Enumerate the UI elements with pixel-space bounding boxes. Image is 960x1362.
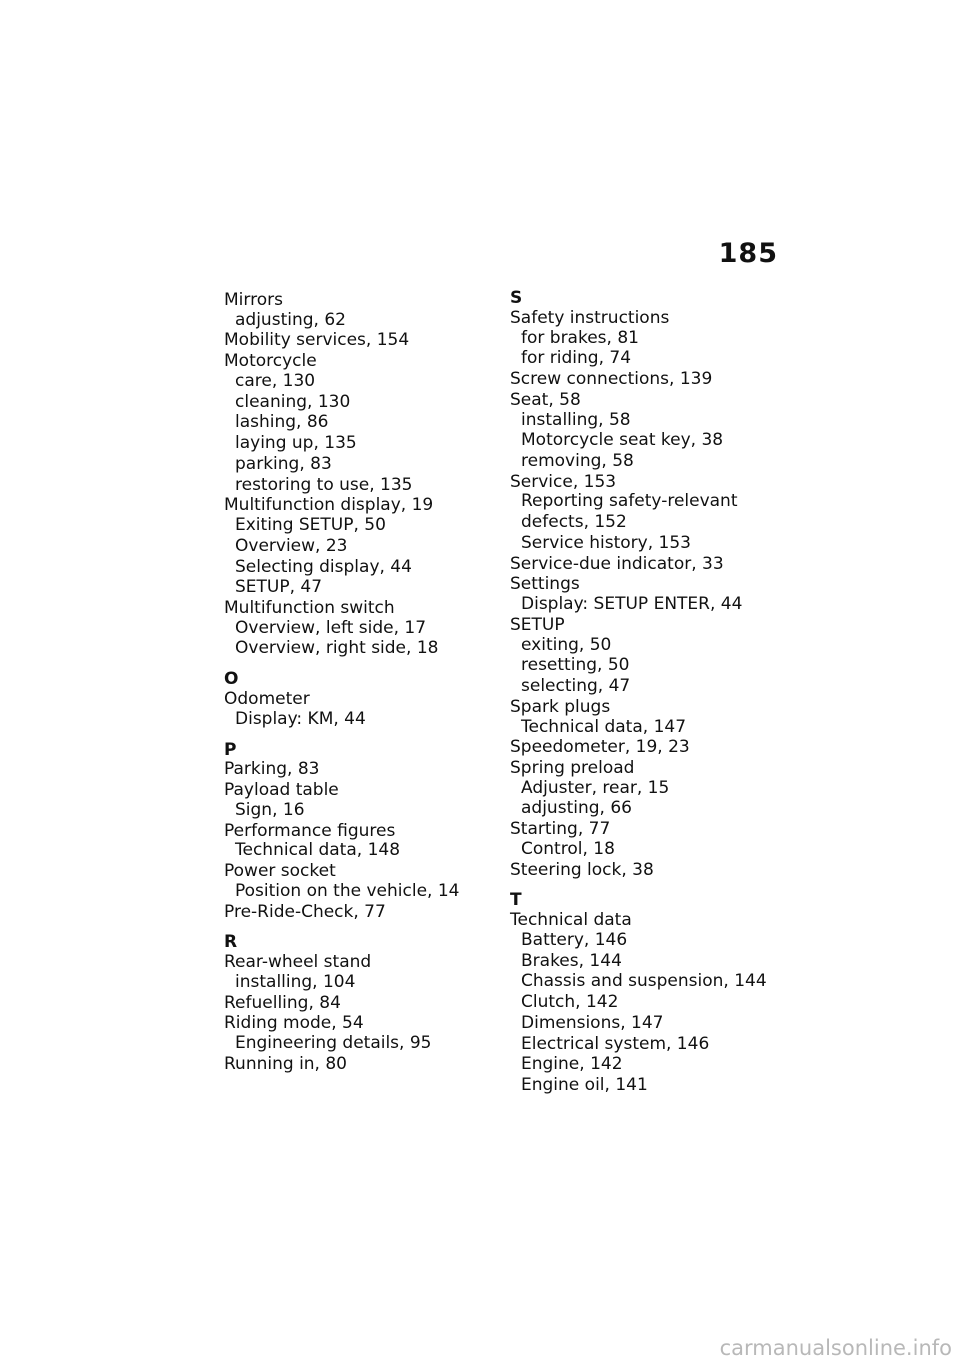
index-subentry: Overview, right side, 18 [235, 638, 439, 659]
index-subentry: Motorcycle seat key, 38 [521, 430, 724, 451]
index-entry: Rear-wheel stand [224, 952, 372, 973]
index-subentry: cleaning, 130 [235, 391, 351, 412]
index-subentry: Engineering details, 95 [235, 1033, 432, 1054]
index-subentry: installing, 104 [235, 971, 356, 992]
index-group-t [510, 910, 800, 1096]
watermark: carmanualsonline.info [719, 1336, 952, 1360]
index-subentry: Engine oil, 141 [521, 1075, 648, 1096]
index-entry: Performance figures [224, 820, 396, 841]
index-subentry: Selecting display, 44 [235, 556, 412, 577]
index-letter-t: T [510, 890, 522, 911]
index-entry: Service, 153 [510, 471, 617, 492]
index-entry: Speedometer, 19, 23 [510, 737, 690, 758]
index-subentry: exiting, 50 [521, 634, 612, 655]
index-letter-p: P [224, 739, 237, 760]
index-entry: Pre-Ride-Check, 77 [224, 901, 386, 922]
index-subentry: Technical data, 147 [521, 716, 687, 737]
index-letter-r: R [224, 932, 238, 953]
index-subentry: Position on the vehicle, 14 [235, 880, 460, 901]
index-subentry: care, 130 [235, 370, 316, 391]
index-entry: Service-due indicator, 33 [510, 553, 724, 574]
index-subentry: Clutch, 142 [521, 992, 619, 1013]
index-entry: Riding mode, 54 [224, 1013, 364, 1034]
index-subentry: Electrical system, 146 [521, 1033, 710, 1054]
index-subentry: Engine, 142 [521, 1054, 623, 1075]
index-group-o [224, 689, 494, 729]
index-subentry: selecting, 47 [521, 676, 631, 697]
index-subentry: adjusting, 66 [521, 798, 632, 819]
index-subentry: for brakes, 81 [521, 327, 639, 348]
index-subentry: Service history, 153 [521, 532, 691, 553]
index-entry: Odometer [224, 689, 310, 710]
page-number: 185 [718, 238, 778, 269]
index-letter-o: O [224, 669, 239, 690]
index-entry: Mobility services, 154 [224, 330, 410, 351]
index-subentry: Overview, 23 [235, 535, 348, 556]
index-subentry: resetting, 50 [521, 655, 630, 676]
index-column-left [224, 290, 494, 1075]
index-entry: Settings [510, 574, 580, 595]
index-group-p [224, 759, 494, 922]
index-subentry: Overview, left side, 17 [235, 617, 427, 638]
index-subentry: defects, 152 [521, 512, 627, 533]
index-subentry: Sign, 16 [235, 799, 305, 820]
index-entry: Multifunction switch [224, 598, 395, 619]
index-subentry: Reporting safety-relevant [521, 491, 738, 512]
index-entry: Parking, 83 [224, 759, 320, 780]
index-group-r [224, 952, 494, 1074]
index-subentry: Dimensions, 147 [521, 1012, 664, 1033]
index-entry: Motorcycle [224, 351, 317, 372]
index-subentry: installing, 58 [521, 409, 631, 430]
index-subentry: SETUP, 47 [235, 577, 323, 598]
index-subentry: for riding, 74 [521, 348, 632, 369]
index-letter-s: S [510, 288, 523, 308]
index-entry: Spark plugs [510, 696, 611, 717]
index-subentry: removing, 58 [521, 450, 634, 471]
index-entry: Spring preload [510, 758, 635, 778]
index-subentry: laying up, 135 [235, 433, 357, 454]
index-entry: Screw connections, 139 [510, 369, 713, 390]
index-entry: Mirrors [224, 290, 283, 310]
index-entry: Power socket [224, 861, 336, 882]
index-subentry: Brakes, 144 [521, 950, 622, 971]
index-group-s [510, 308, 800, 881]
index-entry: Refuelling, 84 [224, 992, 341, 1013]
index-subentry: Control, 18 [521, 838, 615, 859]
index-entry: Multifunction display, 19 [224, 495, 434, 516]
index-subentry: parking, 83 [235, 453, 332, 474]
index-entry: Payload table [224, 780, 339, 801]
index-subentry: lashing, 86 [235, 412, 329, 433]
index-subentry: Display: SETUP ENTER, 44 [521, 594, 743, 615]
index-entry: SETUP [510, 614, 565, 635]
index-subentry: Technical data, 148 [235, 840, 401, 861]
index-subentry: Adjuster, rear, 15 [521, 777, 670, 798]
index-subentry: Display: KM, 44 [235, 708, 366, 729]
index-entry: Safety instructions [510, 307, 670, 328]
index-entry: Starting, 77 [510, 819, 611, 840]
index-entry: Steering lock, 38 [510, 859, 654, 880]
index-entry: Running in, 80 [224, 1053, 348, 1074]
index-column-right [510, 290, 800, 1096]
index-subentry: Battery, 146 [521, 929, 628, 950]
index-subentry: Exiting SETUP, 50 [235, 515, 386, 536]
index-subentry: Chassis and suspension, 144 [521, 971, 767, 992]
index-entry: Technical data [510, 910, 632, 931]
index-subentry: adjusting, 62 [235, 309, 346, 330]
index-subentry: restoring to use, 135 [235, 474, 413, 495]
index-entry: Seat, 58 [510, 389, 581, 410]
index-group-m [224, 290, 494, 659]
